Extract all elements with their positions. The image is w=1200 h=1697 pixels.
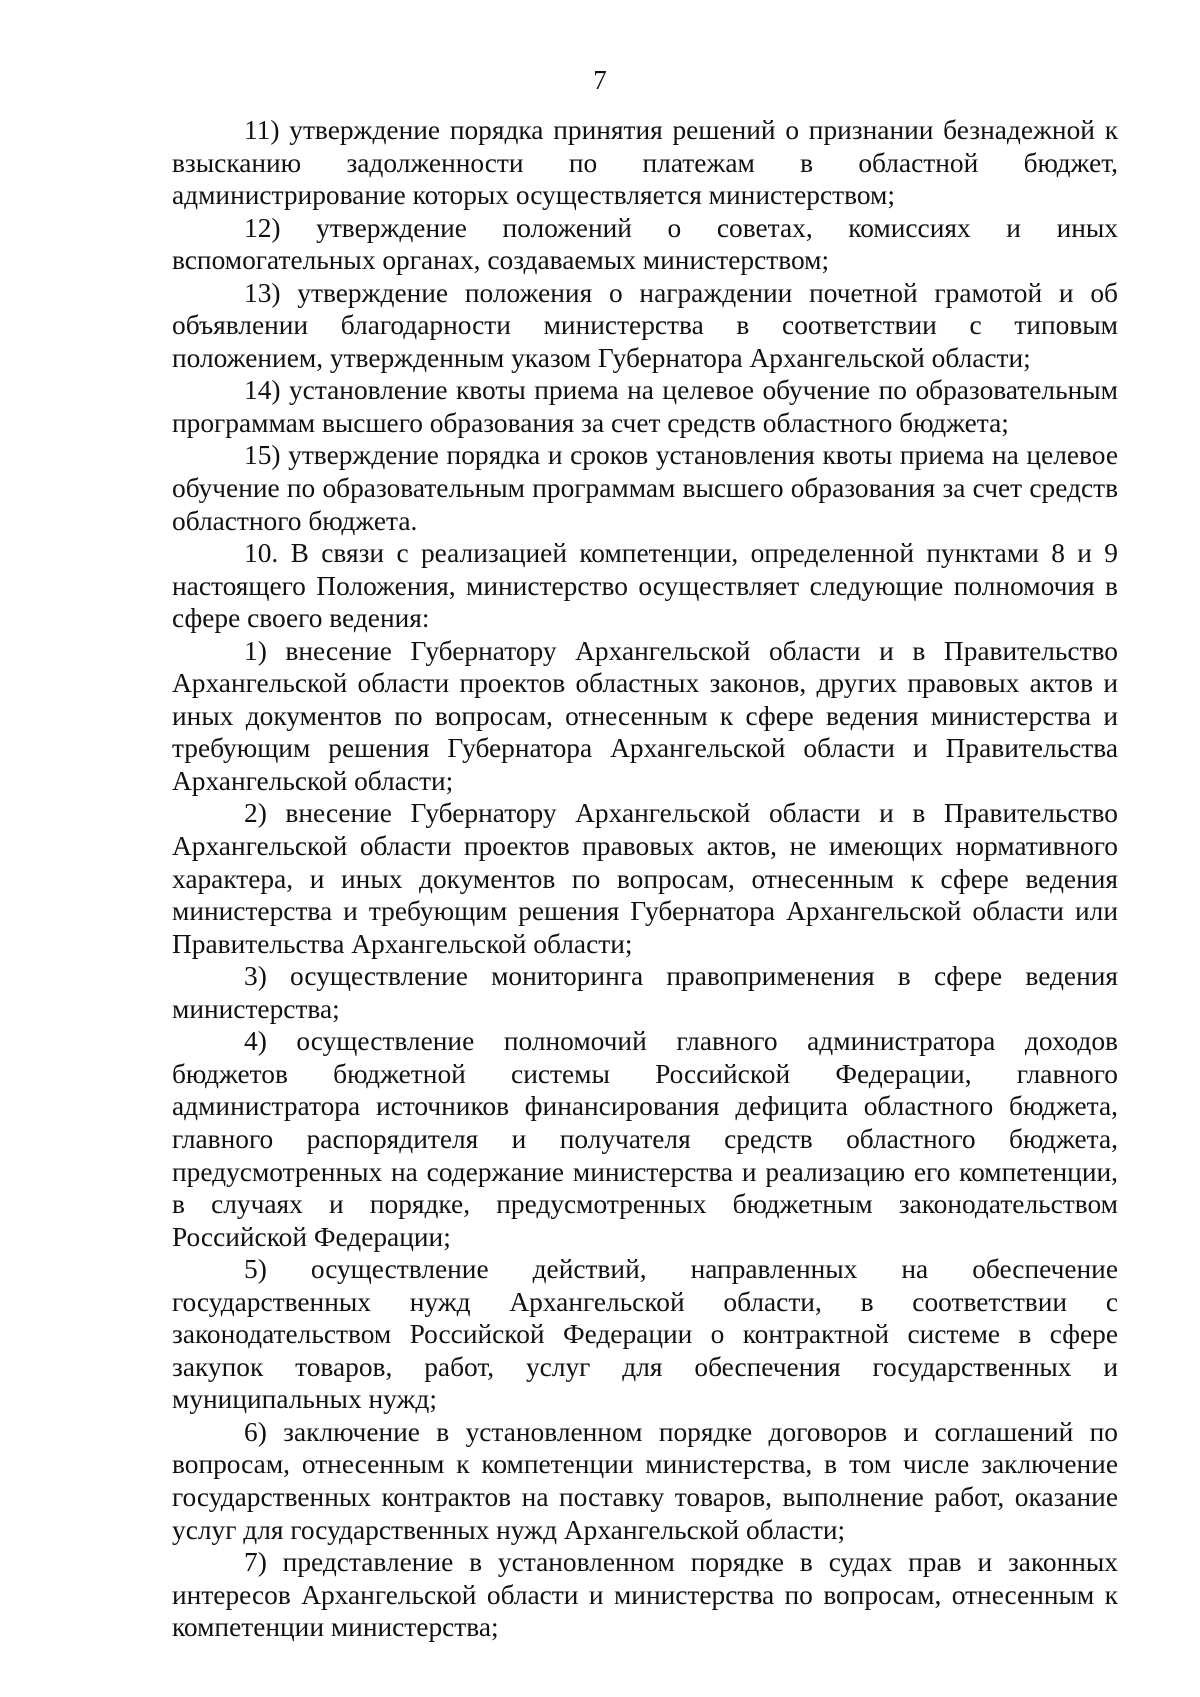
paragraph-item-6: 6) заключение в установленном порядке договоров и соглашений по вопросам, отнесенным к компетенции министерства, в том числе заключение государственных контрактов на поставку товаров, выполнение работ, оказание услуг для государственных нужд Архангельской области; — [172, 1416, 1118, 1545]
paragraph-section-10: 10. В связи с реализацией компетенции, определенной пунктами 8 и 9 настоящего Положения, министерство осуществляет следующие полномочия в сфере своего ведения: — [172, 538, 1118, 634]
paragraph-item-5: 5) осуществление действий, направленных на обеспечение государственных нужд Архангельской области, в соответствии с законодательством Российской Федерации о контрактной системе в сфере закупок товаров, работ, услуг для обеспечения государственных и муниципальных нужд; — [172, 1254, 1118, 1415]
paragraph-item-13: 13) утверждение положения о награждении почетной грамотой и об объявлении благодарности министерства в соответствии с типовым положением, утвержденным указом Губернатора Архангельской области; — [172, 277, 1118, 373]
page-number: 7 — [593, 65, 607, 95]
paragraph-item-4: 4) осуществление полномочий главного администратора доходов бюджетов бюджетной системы Российской Федерации, главного администратора источников финансирования дефицита областного бюджета, главного распорядителя и получателя средств областного бюджета, предусмотренных на содержание министерства и реализацию его компетенции, в случаях и порядке, предусмотренных бюджетным законодательством Российской Федерации; — [172, 1026, 1118, 1252]
paragraph-item-3: 3) осуществление мониторинга правоприменения в сфере ведения министерства; — [172, 961, 1118, 1024]
paragraph-item-7: 7) представление в установленном порядке в судах прав и законных интересов Архангельской области и министерства по вопросам, отнесенным к компетенции министерства; — [172, 1547, 1118, 1643]
document-body — [172, 114, 1118, 1644]
paragraph-item-12: 12) утверждение положений о советах, комиссиях и иных вспомогательных органах, создаваемых министерством; — [172, 212, 1118, 276]
paragraph-item-15: 15) утверждение порядка и сроков установления квоты приема на целевое обучение по образовательным программам высшего образования за счет средств областного бюджета. — [172, 440, 1118, 536]
paragraph-item-11: 11) утверждение порядка принятия решений о признании безнадежной к взысканию задолженности по платежам в областной бюджет, администрирование которых осуществляется министерством; — [172, 115, 1118, 211]
paragraph-item-2: 2) внесение Губернатору Архангельской области и в Правительство Архангельской области проектов правовых актов, не имеющих нормативного характера, и иных документов по вопросам, отнесенным к сфере ведения министерства и требующим решения Губернатора Архангельской области или Правительства Архангельской области; — [172, 798, 1118, 959]
paragraph-item-1: 1) внесение Губернатору Архангельской области и в Правительство Архангельской области проектов областных законов, других правовых актов и иных документов по вопросам, отнесенным к сфере ведения министерства и требующим решения Губернатора Архангельской области и Правительства Архангельской области; — [172, 635, 1118, 796]
paragraph-item-14: 14) установление квоты приема на целевое обучение по образовательным программам высшего образования за счет средств областного бюджета; — [172, 375, 1118, 438]
